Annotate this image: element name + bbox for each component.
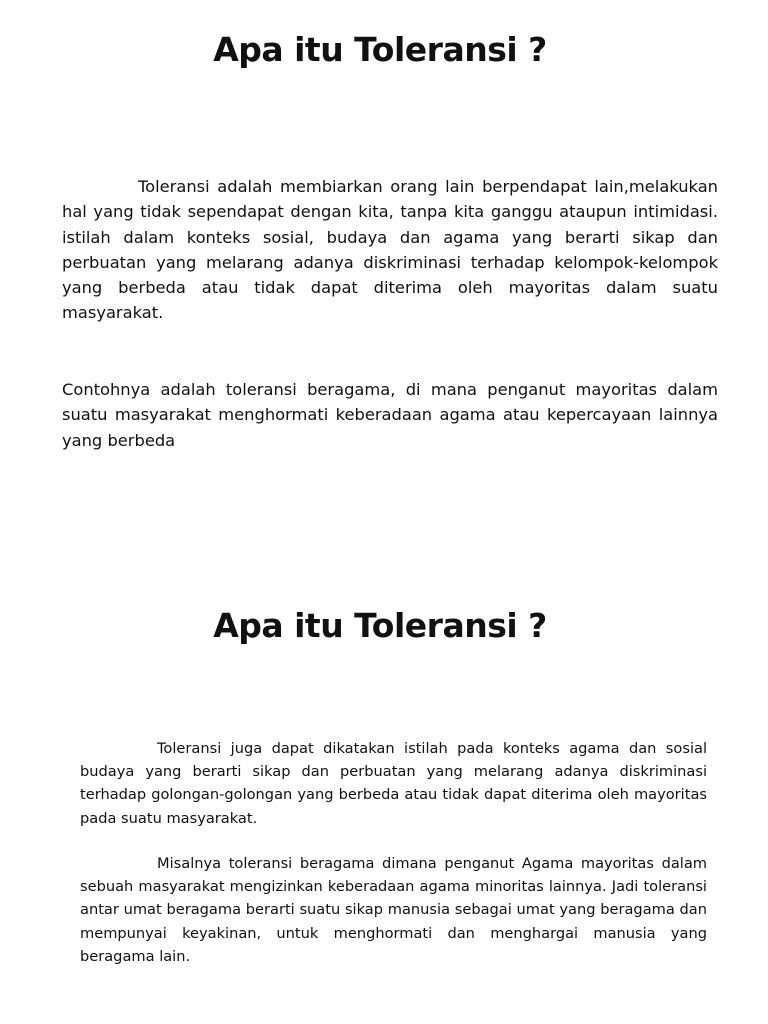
slide-title: Apa itu Toleransi ? [213,606,547,645]
slide-2 [0,512,768,1024]
paragraph-definition: Toleransi adalah membiarkan orang lain berpendapat lain,melakukan hal yang tidak sependapat dengan kita, tanpa kita ganggu ataupun intimidasi. istilah dalam konteks sosial, budaya dan agama yang berarti sikap dan perbuatan yang melarang adanya diskriminasi terhadap kelompok-kelompok yang berbeda atau tidak dapat diterima oleh mayoritas dalam suatu masyarakat. [62,177,718,323]
paragraph-example: Misalnya toleransi beragama dimana penganut Agama mayoritas dalam sebuah masyarakat mengizinkan keberadaan agama minoritas lainnya. Jadi toleransi antar umat beragama berarti suatu sikap manusia sebagai umat yang beragama dan mempunyai keyakinan, untuk menghormati dan menghargai manusia yang beragama lain. [80,855,707,965]
paragraph-example: Contohnya adalah toleransi beragama, di mana penganut mayoritas dalam suatu masyarakat menghormati keberadaan agama atau kepercayaan lainnya yang berbeda [62,380,718,450]
paragraph-definition: Toleransi juga dapat dikatakan istilah pada konteks agama dan sosial budaya yang berarti sikap dan perbuatan yang melarang adanya diskriminasi terhadap golongan-golongan yang berbeda atau tidak dapat diterima oleh mayoritas pada suatu masyarakat. [80,740,707,827]
slide-title: Apa itu Toleransi ? [213,30,547,69]
